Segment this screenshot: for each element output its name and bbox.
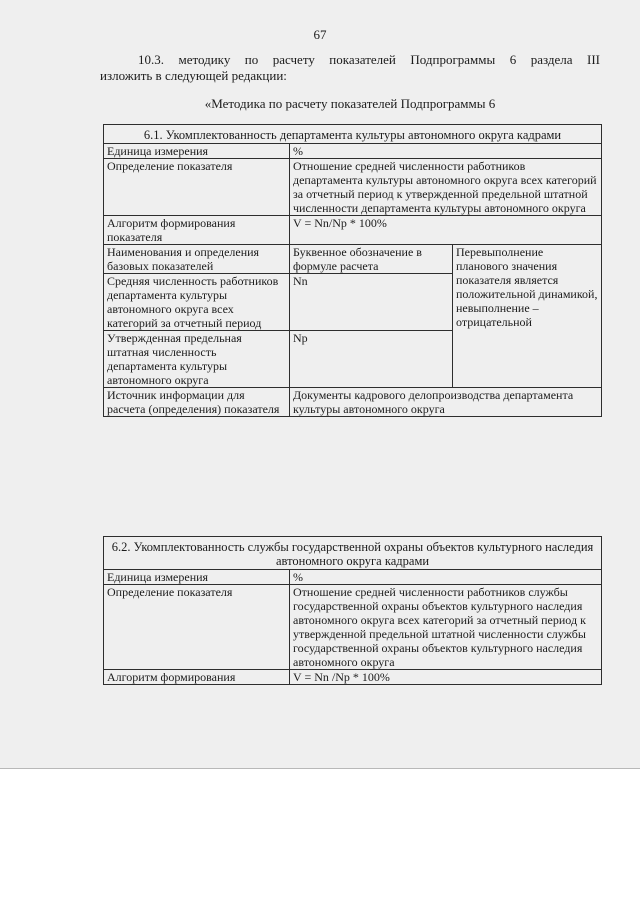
interpretation-note: Перевыполнение планового значения показателя является положительной динамикой, невыполнение – отрицательной xyxy=(453,245,602,388)
letter-designation-label: Буквенное обозначение в формуле расчета xyxy=(290,245,453,274)
definition-label: Определение показателя xyxy=(104,585,290,670)
definition-value: Отношение средней численности работников департамента культуры автономного округа всех категорий за отчетный период к утвержденной предельной штатной численности департамента культуры автономного округа xyxy=(290,159,602,216)
intro-line-1: 10.3. методику по расчету показателей Подпрограммы 6 раздела III xyxy=(138,52,600,67)
table-title: 6.1. Укомплектованность департамента культуры автономного округа кадрами xyxy=(104,125,602,144)
algorithm-formula: V = Nn /Np * 100% xyxy=(290,670,602,685)
source-value: Документы кадрового делопроизводства департамента культуры автономного округа xyxy=(290,388,602,417)
methodology-heading: «Методика по расчету показателей Подпрограммы 6 xyxy=(204,96,496,111)
indicator-table-6-1 xyxy=(103,124,602,417)
table-title: 6.2. Укомплектованность службы государственной охраны объектов культурного наследия автономного округа кадрами xyxy=(104,537,602,570)
unit-label: Единица измерения xyxy=(104,570,290,585)
unit-value: % xyxy=(290,144,602,159)
unit-value: % xyxy=(290,570,602,585)
definition-label: Определение показателя xyxy=(104,159,290,216)
base-indicator-name: Средняя численность работников департамента культуры автономного округа всех категорий за отчетный период xyxy=(104,274,290,331)
base-indicator-symbol: Np xyxy=(290,331,453,388)
unit-label: Единица измерения xyxy=(104,144,290,159)
base-indicator-symbol: Nn xyxy=(290,274,453,331)
definition-value: Отношение средней численности работников службы государственной охраны объектов культурного наследия автономного округа всех категорий за отчетный период к утвержденной предельной штатной численности службы государственной охраны объектов культурного наследия автономного округа xyxy=(290,585,602,670)
algorithm-label: Алгоритм формирования xyxy=(104,670,290,685)
base-names-label: Наименования и определения базовых показателей xyxy=(104,245,290,274)
base-indicator-name: Утвержденная предельная штатная численность департамента культуры автономного округа xyxy=(104,331,290,388)
source-label: Источник информации для расчета (определения) показателя xyxy=(104,388,290,417)
intro-line-2: изложить в следующей редакции: xyxy=(100,68,287,83)
algorithm-label: Алгоритм формирования показателя xyxy=(104,216,290,245)
algorithm-formula: V = Nn/Np * 100% xyxy=(290,216,602,245)
intro-paragraph xyxy=(100,52,600,84)
indicator-table-6-2 xyxy=(103,536,602,685)
page-number: 67 xyxy=(313,27,327,42)
